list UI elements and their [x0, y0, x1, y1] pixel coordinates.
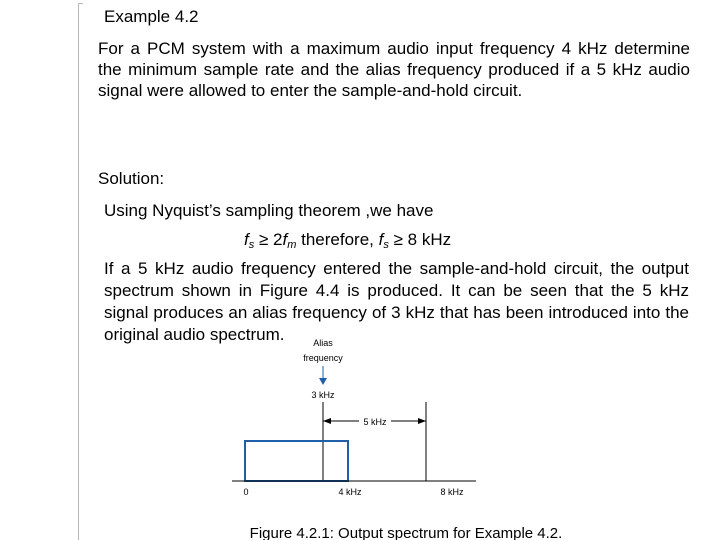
fs2-subscript: s	[383, 239, 389, 251]
inequality-1: ≥ 2	[258, 230, 283, 249]
span-arrow-left	[323, 418, 331, 424]
axis-tick-4khz: 4 kHz	[338, 487, 362, 497]
span-arrow-right	[418, 418, 426, 424]
alias-value-label: 3 kHz	[311, 390, 335, 400]
axis-tick-8khz: 8 kHz	[440, 487, 464, 497]
therefore-word: therefore,	[301, 230, 374, 249]
axis-tick-0: 0	[243, 487, 249, 497]
inequality-2: ≥ 8 kHz	[393, 230, 452, 249]
fs-subscript: s	[248, 239, 255, 251]
example-title: Example 4.2	[104, 7, 199, 26]
span-label: 5 kHz	[363, 417, 387, 427]
problem-statement: For a PCM system with a maximum audio input frequency 4 kHz determine the minimum sample rate and the alias frequency produced if a 5 kHz audio signal were allowed to enter the sample-and-hold circuit.	[98, 39, 690, 100]
fm-subscript: m	[287, 239, 297, 251]
alias-label-line1: Alias	[313, 338, 333, 348]
baseband-spectrum	[245, 441, 348, 481]
solution-heading: Solution:	[98, 169, 165, 188]
solution-paragraph: If a 5 kHz audio frequency entered the sample-and-hold circuit, the output spectrum shown in Figure 4.4 is produced. It can be seen that the 5 kHz signal produces an alias frequency of 3 kHz that has been introduced into the original audio spectrum.	[104, 259, 689, 344]
fs2-symbol: f	[378, 230, 384, 249]
alias-label-line2: frequency	[303, 353, 343, 363]
solution-intro: Using Nyquist’s sampling theorem ,we have	[104, 201, 434, 220]
fm-symbol: f	[282, 230, 288, 249]
fs-symbol: f	[244, 230, 249, 249]
figure-caption: Figure 4.2.1: Output spectrum for Example 4.2.	[249, 525, 563, 540]
